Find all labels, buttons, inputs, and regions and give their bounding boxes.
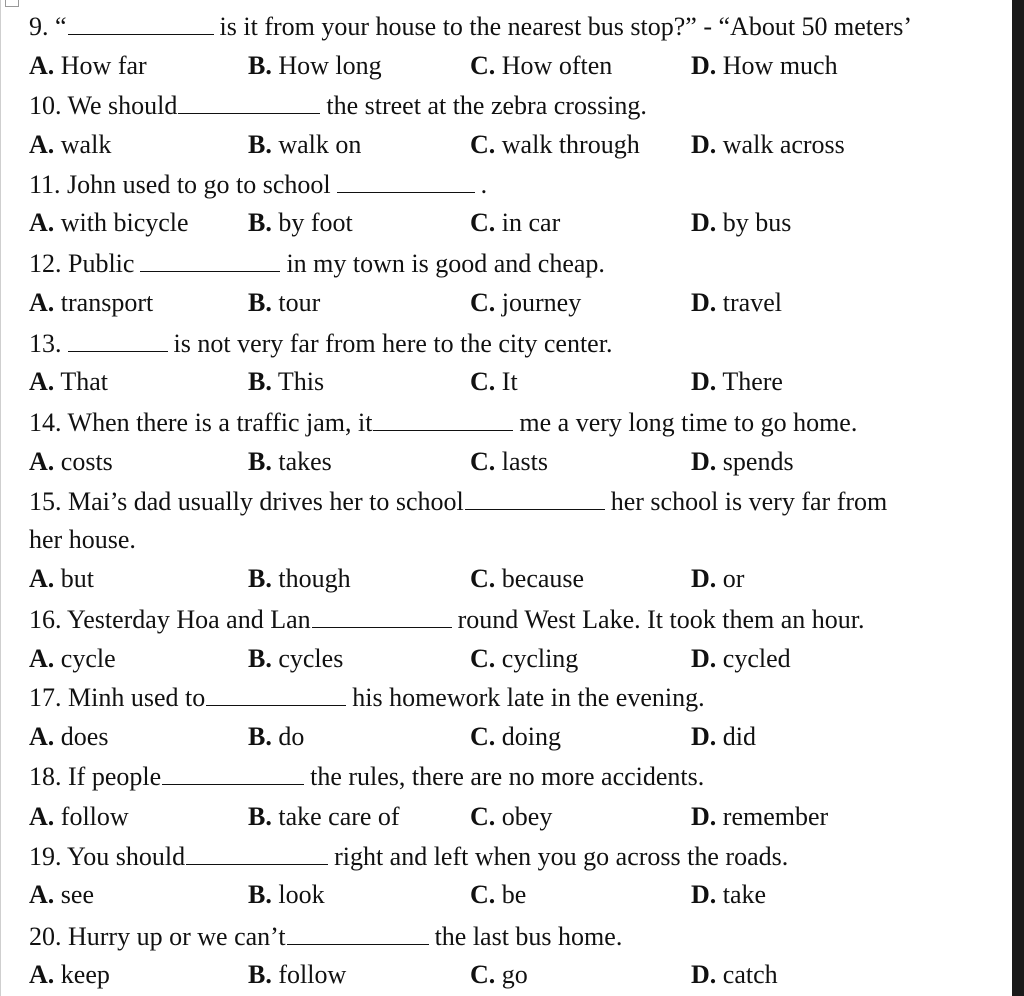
option-text: How long [278, 51, 382, 80]
question-15 [29, 481, 887, 520]
option-letter: D. [691, 722, 717, 751]
option-text: walk on [278, 130, 362, 159]
option-text: take [722, 880, 767, 909]
option-letter: B. [248, 802, 272, 831]
option-letter: A. [29, 564, 55, 593]
question-text-before: Mai’s dad usually drives her to school [68, 487, 464, 516]
option-letter: D. [691, 208, 717, 237]
question-9 [29, 6, 912, 45]
question-number: 9. [29, 12, 49, 41]
question-text-after: the last bus home. [434, 922, 623, 951]
option-b[interactable] [248, 559, 351, 598]
option-b[interactable] [248, 875, 325, 914]
option-letter: B. [248, 208, 272, 237]
question-11 [29, 164, 487, 203]
question-text-after: . [480, 170, 488, 199]
answer-blank [68, 6, 214, 35]
option-a[interactable] [29, 717, 108, 756]
option-a[interactable] [29, 797, 129, 836]
question-number: 18. [29, 762, 62, 791]
question-text-before: Hurry up or we can’t [68, 922, 286, 951]
question-text-after: is it from your house to the nearest bus stop?” - “About 50 meters’ [219, 12, 912, 41]
option-letter: A. [29, 802, 55, 831]
option-letter: C. [470, 960, 496, 989]
option-text: follow [60, 802, 129, 831]
question-text-before: “ [55, 12, 67, 41]
answer-blank [140, 243, 280, 272]
option-d[interactable] [691, 125, 845, 164]
question-number: 13. [29, 329, 62, 358]
option-letter: B. [248, 644, 272, 673]
option-c[interactable] [470, 125, 640, 164]
question-13 [29, 323, 612, 362]
question-17 [29, 677, 705, 716]
option-letter: A. [29, 722, 55, 751]
option-letter: C. [470, 880, 496, 909]
option-c[interactable] [470, 717, 561, 756]
option-letter: A. [29, 880, 55, 909]
question-text-before: Yesterday Hoa and Lan [67, 605, 311, 634]
option-c[interactable] [470, 875, 526, 914]
answer-blank [373, 402, 513, 431]
question-text-after: her school is very far from [610, 487, 888, 516]
question-text-after: the street at the zebra crossing. [326, 91, 647, 120]
option-c[interactable] [470, 955, 528, 994]
question-text-before: If people [68, 762, 162, 791]
option-b[interactable] [248, 283, 320, 322]
option-letter: A. [29, 447, 55, 476]
option-text: take care of [278, 802, 400, 831]
option-text: keep [60, 960, 110, 989]
option-text: with bicycle [60, 208, 189, 237]
option-d[interactable] [691, 875, 766, 914]
question-text-after: me a very long time to go home. [519, 408, 858, 437]
question-text-after: the rules, there are no more accidents. [310, 762, 705, 791]
option-text: go [501, 960, 528, 989]
answer-blank [162, 756, 304, 785]
option-d[interactable] [691, 717, 756, 756]
option-text: walk through [501, 130, 640, 159]
option-d[interactable] [691, 955, 778, 994]
question-text-before: John used to go to school [67, 170, 331, 199]
option-d[interactable] [691, 46, 838, 85]
option-text: follow [278, 960, 347, 989]
question-text-after: his homework late in the evening. [352, 683, 705, 712]
option-letter: B. [248, 130, 272, 159]
option-a[interactable] [29, 955, 110, 994]
answer-blank [178, 85, 320, 114]
option-c[interactable] [470, 639, 578, 678]
option-text: How far [60, 51, 147, 80]
option-text: transport [60, 288, 154, 317]
option-b[interactable] [248, 46, 382, 85]
option-letter: D. [691, 367, 717, 396]
question-text-after: is not very far from here to the city center. [173, 329, 613, 358]
option-text: How much [722, 51, 838, 80]
option-b[interactable] [248, 717, 304, 756]
option-text: did [722, 722, 757, 751]
question-10 [29, 85, 647, 124]
option-letter: B. [248, 447, 272, 476]
option-letter: B. [248, 51, 272, 80]
answer-blank [337, 164, 475, 193]
option-letter: A. [29, 288, 55, 317]
option-text: look [278, 880, 325, 909]
answer-blank [68, 323, 168, 352]
option-letter: B. [248, 288, 272, 317]
page-corner-marker [5, 0, 19, 7]
question-12 [29, 243, 605, 282]
option-letter: A. [29, 51, 55, 80]
option-letter: C. [470, 208, 496, 237]
option-text: cycles [278, 644, 344, 673]
option-letter: D. [691, 288, 717, 317]
option-d[interactable] [691, 559, 744, 598]
option-letter: A. [29, 644, 55, 673]
option-letter: A. [29, 367, 55, 396]
option-text: How often [501, 51, 613, 80]
option-letter: B. [248, 564, 272, 593]
option-letter: C. [470, 564, 496, 593]
option-b[interactable] [248, 203, 353, 242]
option-text: see [60, 880, 94, 909]
option-text: remember [722, 802, 829, 831]
option-a[interactable] [29, 283, 153, 322]
option-text: cycle [60, 644, 116, 673]
question-number: 12. [29, 249, 62, 278]
option-text: lasts [501, 447, 549, 476]
option-d[interactable] [691, 362, 783, 401]
option-text: cycling [501, 644, 579, 673]
question-14 [29, 402, 857, 441]
option-letter: C. [470, 722, 496, 751]
option-a[interactable] [29, 559, 94, 598]
option-text: doing [501, 722, 562, 751]
question-number: 11. [29, 170, 61, 199]
option-text: cycled [722, 644, 791, 673]
question-number: 15. [29, 487, 62, 516]
option-text: That [60, 367, 108, 396]
option-letter: C. [470, 802, 496, 831]
option-letter: A. [29, 208, 55, 237]
option-c[interactable] [470, 442, 548, 481]
option-letter: A. [29, 960, 55, 989]
option-a[interactable] [29, 125, 111, 164]
option-letter: B. [248, 722, 272, 751]
option-letter: C. [470, 447, 496, 476]
question-number: 20. [29, 922, 62, 951]
option-text: do [278, 722, 305, 751]
option-text: costs [60, 447, 113, 476]
question-number: 14. [29, 408, 62, 437]
answer-blank [186, 836, 328, 865]
option-b[interactable] [248, 955, 346, 994]
option-letter: D. [691, 880, 717, 909]
question-15-continuation: her house. [29, 525, 136, 554]
option-b[interactable] [248, 362, 324, 401]
option-c[interactable] [470, 203, 560, 242]
option-text: tour [278, 288, 321, 317]
option-letter: B. [248, 960, 272, 989]
option-d[interactable] [691, 442, 794, 481]
option-a[interactable] [29, 442, 113, 481]
option-text: walk [60, 130, 112, 159]
option-text: be [501, 880, 527, 909]
option-c[interactable] [470, 283, 581, 322]
option-letter: D. [691, 960, 717, 989]
question-text-after: round West Lake. It took them an hour. [457, 605, 865, 634]
option-text: does [60, 722, 109, 751]
option-letter: D. [691, 447, 717, 476]
question-20 [29, 916, 622, 955]
option-letter: A. [29, 130, 55, 159]
option-letter: C. [470, 644, 496, 673]
option-c[interactable] [470, 559, 584, 598]
question-text-before: When there is a traffic jam, it [67, 408, 373, 437]
option-a[interactable] [29, 203, 189, 242]
question-19 [29, 836, 788, 875]
option-text: walk across [722, 130, 845, 159]
option-letter: C. [470, 51, 496, 80]
option-letter: D. [691, 564, 717, 593]
option-text: This [277, 367, 325, 396]
option-text: in car [501, 208, 561, 237]
option-text: travel [722, 288, 782, 317]
question-number: 17. [29, 683, 62, 712]
question-text-before: You should [67, 842, 186, 871]
question-text-before: We should [67, 91, 178, 120]
question-18 [29, 756, 704, 795]
option-letter: B. [248, 880, 272, 909]
answer-blank [206, 677, 346, 706]
option-c[interactable] [470, 362, 518, 401]
option-letter: D. [691, 130, 717, 159]
option-letter: C. [470, 367, 496, 396]
question-text-after: in my town is good and cheap. [286, 249, 605, 278]
option-text: by foot [278, 208, 353, 237]
option-text: It [501, 367, 518, 396]
option-c[interactable] [470, 46, 612, 85]
option-text: spends [722, 447, 794, 476]
option-d[interactable] [691, 797, 828, 836]
answer-blank [312, 599, 452, 628]
question-text-before: Public [68, 249, 135, 278]
answer-blank [287, 916, 429, 945]
option-c[interactable] [470, 797, 552, 836]
option-letter: D. [691, 802, 717, 831]
option-text: catch [722, 960, 778, 989]
question-text-before: Minh used to [68, 683, 206, 712]
option-letter: D. [691, 644, 717, 673]
option-text: but [60, 564, 95, 593]
question-16 [29, 599, 864, 638]
option-a[interactable] [29, 639, 116, 678]
option-b[interactable] [248, 639, 343, 678]
option-letter: B. [248, 367, 272, 396]
answer-blank [465, 481, 605, 510]
option-text: because [501, 564, 585, 593]
option-a[interactable] [29, 875, 94, 914]
option-b[interactable] [248, 442, 332, 481]
question-number: 10. [29, 91, 62, 120]
option-text: journey [501, 288, 582, 317]
option-d[interactable] [691, 203, 791, 242]
option-a[interactable] [29, 362, 108, 401]
option-text: or [722, 564, 745, 593]
option-d[interactable] [691, 283, 782, 322]
option-letter: C. [470, 288, 496, 317]
option-text: obey [501, 802, 553, 831]
option-text: There [722, 367, 783, 396]
option-b[interactable] [248, 125, 361, 164]
option-a[interactable] [29, 46, 147, 85]
option-letter: D. [691, 51, 717, 80]
option-text: though [278, 564, 351, 593]
question-number: 19. [29, 842, 62, 871]
option-letter: C. [470, 130, 496, 159]
question-number: 16. [29, 605, 62, 634]
option-d[interactable] [691, 639, 791, 678]
option-b[interactable] [248, 797, 400, 836]
option-text: takes [278, 447, 332, 476]
question-text-after: right and left when you go across the roads. [334, 842, 789, 871]
option-text: by bus [722, 208, 792, 237]
